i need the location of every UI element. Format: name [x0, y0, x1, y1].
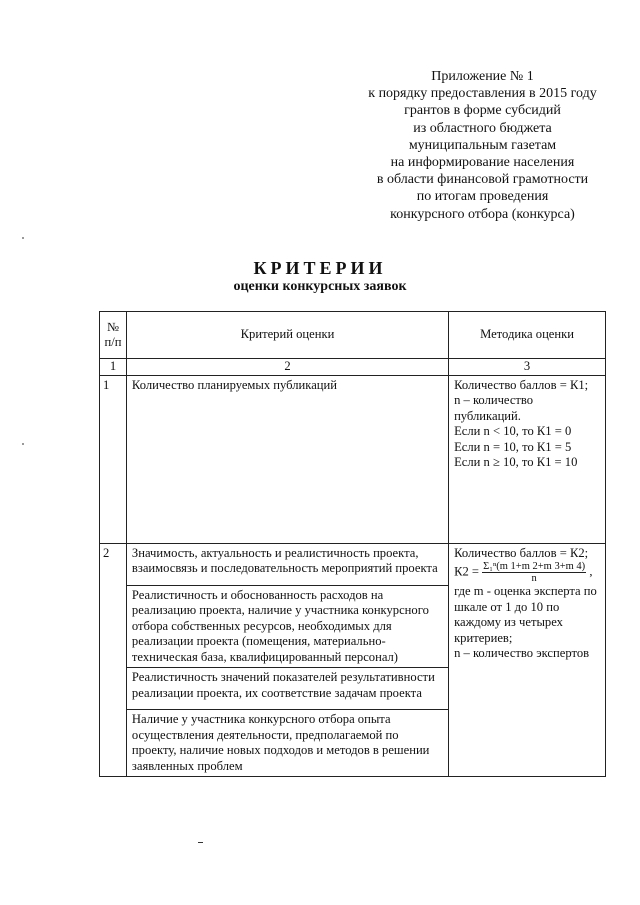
row-number: 2: [100, 543, 127, 777]
criterion-cell: Наличие у участника конкурсного отбора опыта осуществления деятельности, предполагаемой по проекту, наличие новых подходов и методов в решении заявленных проблем: [126, 710, 448, 777]
appendix-line: в области финансовой грамотности: [376, 172, 589, 188]
page-title: КРИТЕРИИ: [253, 258, 387, 278]
scan-mark: [198, 842, 203, 843]
header-num: № п/п: [100, 312, 127, 359]
index-cell: 3: [449, 359, 606, 376]
scan-speck: [22, 237, 24, 239]
appendix-line: по итогам проведения: [416, 189, 549, 205]
table-header-row: [100, 312, 606, 359]
formula: К2 = $\frac{\text{Σ₁ⁿ(m 1+m 2+m 3+m 4)}}{n}$ ,: [454, 561, 593, 584]
table-row: [100, 375, 606, 543]
appendix-line: из областного бюджета: [413, 120, 552, 136]
appendix-block: [350, 68, 615, 223]
appendix-line: на информирование населения: [390, 155, 575, 171]
index-cell: 1: [100, 359, 127, 376]
table-row: [100, 543, 606, 585]
appendix-line: муниципальным газетам: [408, 137, 557, 153]
header-method: Методика оценки: [449, 312, 606, 359]
criterion-cell: Реалистичность и обоснованность расходов на реализацию проекта, наличие у участника конкурсного отбора собственных ресурсов, необходимых для реализации проекта (помещения, материально-техническая база, квалифицированный персонал): [126, 585, 448, 668]
appendix-line: грантов в форме субсидий: [404, 103, 561, 119]
criterion-cell: Количество планируемых публикаций: [126, 375, 448, 543]
criterion-cell: Реалистичность значений показателей результативности реализации проекта, их соответствие задачам проекта: [126, 668, 448, 710]
criteria-table: [99, 311, 606, 777]
scan-speck: [22, 443, 24, 445]
appendix-line: конкурсного отбора (конкурса): [390, 206, 575, 222]
table-index-row: [100, 359, 606, 376]
row-number: 1: [100, 375, 127, 543]
formula-fraction: $\frac{\text{Σ₁ⁿ(m 1+m 2+m 3+m 4)}}{n}$: [483, 561, 586, 584]
appendix-line: Приложение № 1: [431, 69, 534, 84]
method-cell: Количество баллов = К2; К2 = $\frac{\text{Σ₁ⁿ(m 1+m 2+m 3+m 4)}}{n}$ , где m - оценка эксперта по шкале от 1 до 10 по каждому из четырех критериев; n – количество экспертов: [449, 543, 606, 777]
index-cell: 2: [126, 359, 448, 376]
appendix-line: к порядку предоставления в 2015 году: [368, 86, 597, 102]
header-criterion: Критерий оценки: [126, 312, 448, 359]
method-cell: Количество баллов = К1; n – количество публикаций. Если n < 10, то К1 = 0 Если n = 10, то К1 = 5 Если n ≥ 10, то К1 = 10: [449, 375, 606, 543]
page-subtitle: оценки конкурсных заявок: [233, 279, 407, 294]
criterion-cell: Значимость, актуальность и реалистичность проекта, взаимосвязь и последовательность мероприятий проекта: [126, 543, 448, 585]
